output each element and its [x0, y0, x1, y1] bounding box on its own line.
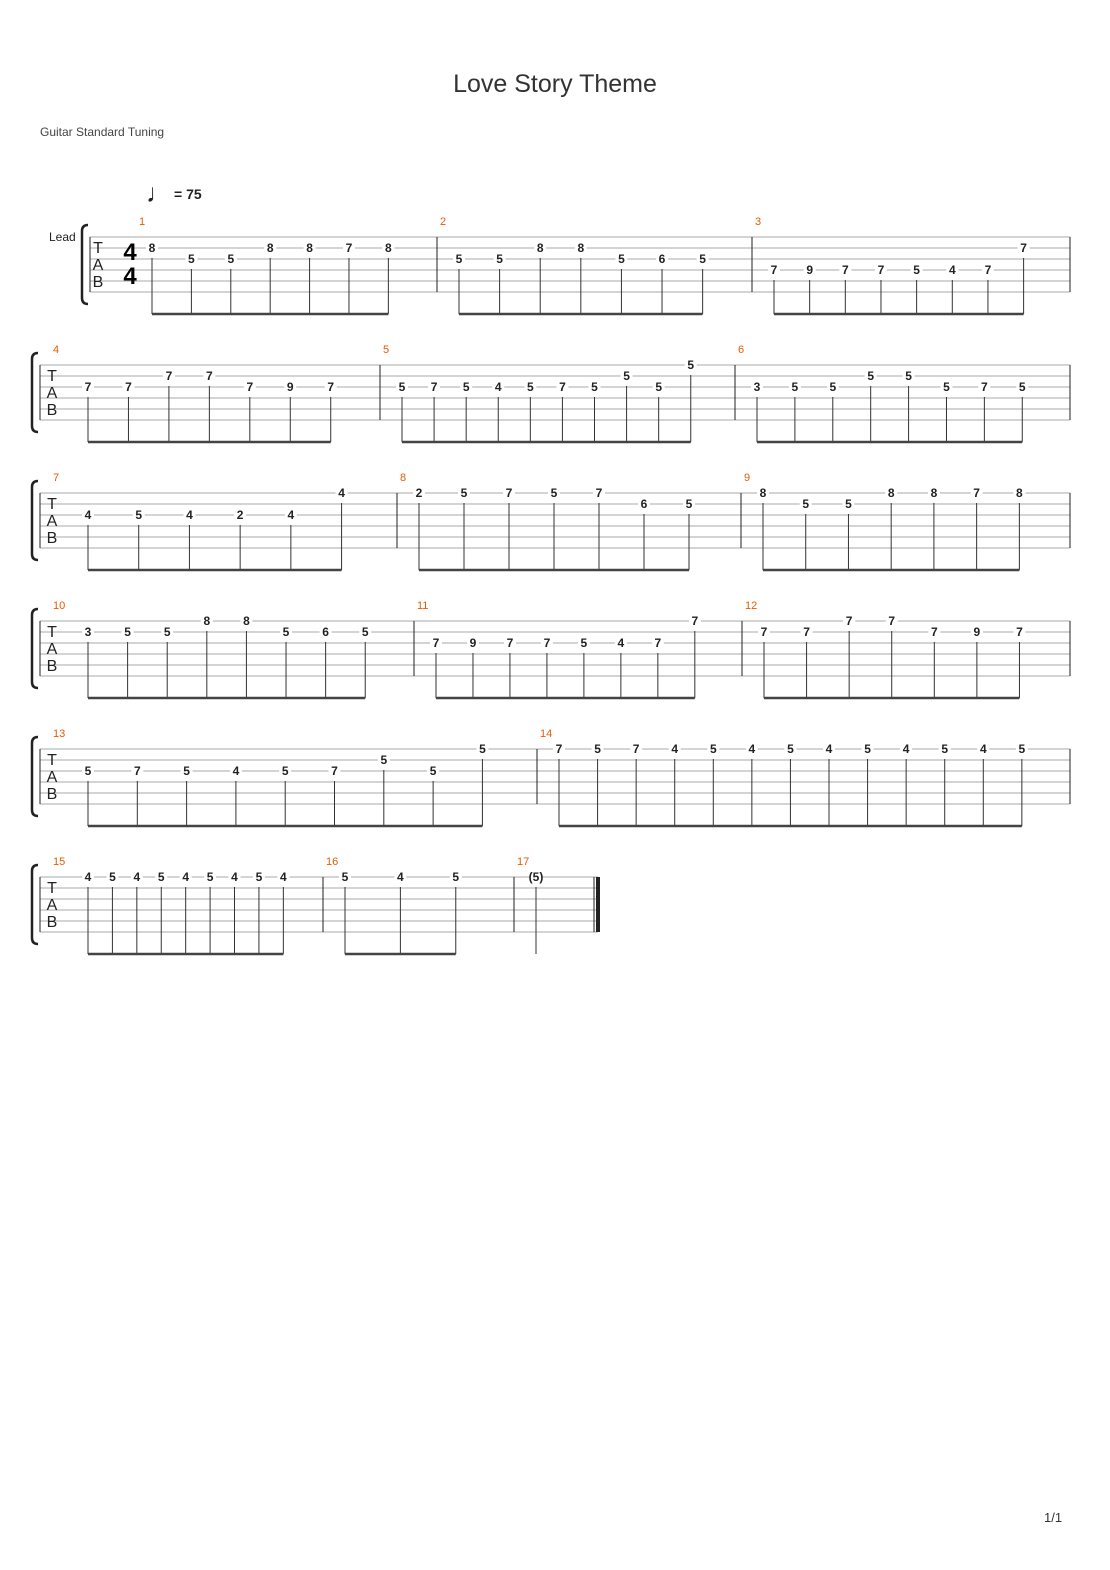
fret-number: 7: [845, 614, 853, 628]
fret-number: 5: [380, 753, 388, 767]
fret-number: 5: [580, 636, 588, 650]
score-title: Love Story Theme: [453, 70, 657, 98]
fret-number: 5: [802, 497, 810, 511]
measure-number: 1: [139, 216, 146, 228]
fret-number: 7: [165, 369, 173, 383]
fret-number: 7: [770, 263, 778, 277]
fret-number: 8: [203, 614, 211, 628]
fret-number: 7: [432, 636, 440, 650]
tempo-value: = 75: [174, 186, 202, 202]
fret-number: 5: [687, 358, 695, 372]
page-number: 1/1: [1044, 1510, 1063, 1525]
fret-number: 7: [543, 636, 551, 650]
fret-number: 7: [506, 636, 514, 650]
fret-number: 8: [385, 241, 392, 255]
fret-number: 4: [902, 742, 910, 756]
fret-number: 5: [460, 486, 468, 500]
fret-number: 5: [623, 369, 630, 383]
fret-number: 8: [930, 486, 938, 500]
fret-number: 6: [658, 252, 666, 266]
fret-number: 5: [655, 380, 663, 394]
measure-number: 10: [53, 600, 66, 612]
fret-number: 5: [124, 625, 131, 639]
system-bracket: [32, 865, 38, 944]
measure-number: 9: [744, 472, 751, 484]
fret-number: 7: [555, 742, 563, 756]
tab-clef-letter: B: [46, 786, 58, 803]
measure-number: 3: [755, 216, 762, 228]
fret-number: 5: [227, 252, 235, 266]
fret-number: 5: [281, 764, 289, 778]
measure-number: 15: [53, 856, 66, 868]
fret-number: 2: [415, 486, 423, 500]
fret-number: 7: [345, 241, 353, 255]
measure-number: 2: [440, 216, 447, 228]
fret-number: 5: [462, 380, 470, 394]
fret-number: 5: [709, 742, 717, 756]
fret-number: 5: [183, 764, 190, 778]
measure-number: 13: [53, 728, 66, 740]
fret-number: 5: [787, 742, 794, 756]
measure-number: 12: [745, 600, 758, 612]
fret-number: 6: [322, 625, 329, 639]
tuning-label: Guitar Standard Tuning: [40, 125, 165, 139]
fret-number: 5: [699, 252, 706, 266]
fret-number: 8: [887, 486, 895, 500]
fret-number: 7: [984, 263, 992, 277]
fret-number: 4: [948, 263, 956, 277]
fret-number: 7: [1016, 625, 1023, 639]
tab-clef-letter: A: [92, 257, 104, 274]
fret-number: 7: [888, 614, 896, 628]
fret-number: 5: [526, 380, 534, 394]
fret-number: 5: [282, 625, 290, 639]
fret-number: 8: [148, 241, 156, 255]
fret-number: 4: [280, 870, 287, 884]
track-name-label: Lead: [49, 230, 76, 244]
fret-number: 5: [429, 764, 437, 778]
fret-number: 4: [825, 742, 833, 756]
fret-number: 7: [1020, 241, 1027, 255]
fret-number: 7: [973, 486, 980, 500]
fret-number: 5: [496, 252, 503, 266]
system-bracket: [32, 481, 38, 560]
system-bracket: [32, 609, 38, 688]
fret-number: 7: [877, 263, 885, 277]
fret-number: 5: [550, 486, 558, 500]
time-signature-denominator: 4: [123, 263, 137, 290]
fret-number: 5: [791, 380, 799, 394]
fret-number: 7: [595, 486, 603, 500]
fret-number: 2: [236, 508, 244, 522]
measure-number: 16: [326, 856, 339, 868]
fret-number: 4: [617, 636, 625, 650]
fret-number: 5: [255, 870, 263, 884]
fret-number: 8: [266, 241, 274, 255]
fret-number: 5: [479, 742, 486, 756]
tab-clef-letter: T: [93, 240, 103, 257]
fret-number: 5: [829, 380, 837, 394]
fret-number: 9: [973, 625, 981, 639]
fret-number: 7: [84, 380, 92, 394]
fret-number: 4: [84, 508, 92, 522]
fret-number: 8: [759, 486, 767, 500]
measure-number: 7: [53, 472, 60, 484]
fret-number: 4: [231, 870, 238, 884]
fret-number: 8: [306, 241, 313, 255]
fret-number: 7: [760, 625, 768, 639]
fret-number: 7: [206, 369, 213, 383]
fret-number: 5: [109, 870, 116, 884]
tab-clef-letter: A: [46, 641, 58, 658]
tab-clef-letter: T: [47, 624, 57, 641]
tab-clef-letter: B: [46, 914, 58, 931]
fret-number: 5: [398, 380, 406, 394]
fret-number: 8: [1016, 486, 1023, 500]
measure-number: 8: [400, 472, 407, 484]
fret-number: 5: [905, 369, 912, 383]
fret-number: 9: [286, 380, 294, 394]
fret-number: 4: [182, 870, 190, 884]
fret-number: 4: [287, 508, 295, 522]
fret-number: 7: [632, 742, 640, 756]
fret-number: 7: [930, 625, 938, 639]
tab-clef-letter: T: [47, 752, 57, 769]
fret-number: 7: [559, 380, 566, 394]
fret-number: 4: [979, 742, 987, 756]
fret-number: 5: [845, 497, 852, 511]
fret-number: 8: [577, 241, 585, 255]
fret-number: 4: [186, 508, 193, 522]
system-bracket: [82, 225, 88, 304]
fret-number: 5: [206, 870, 214, 884]
fret-number: 7: [327, 380, 335, 394]
tab-clef-letter: A: [46, 897, 58, 914]
fret-number: 7: [430, 380, 438, 394]
fret-number: 8: [536, 241, 544, 255]
fret-number: 5: [913, 263, 920, 277]
fret-number: 5: [163, 625, 171, 639]
system-bracket: [32, 353, 38, 432]
fret-number: 5: [591, 380, 598, 394]
measure-number: 11: [417, 600, 429, 612]
quarter-note-icon: ♩: [146, 178, 172, 208]
fret-number: 5: [685, 497, 693, 511]
fret-number: 9: [469, 636, 477, 650]
fret-number: 7: [331, 764, 338, 778]
tab-clef-letter: B: [92, 274, 104, 291]
tab-clef-letter: B: [46, 530, 58, 547]
tab-clef-letter: A: [46, 513, 58, 530]
tab-clef-letter: T: [47, 368, 57, 385]
measure-number: 17: [517, 856, 530, 868]
tab-clef-letter: A: [46, 769, 58, 786]
fret-number: 5: [452, 870, 460, 884]
fret-number: 3: [84, 625, 92, 639]
fret-number: 4: [232, 764, 240, 778]
fret-number: 3: [753, 380, 761, 394]
fret-number: 5: [941, 742, 949, 756]
fret-number: 5: [157, 870, 165, 884]
fret-number: 5: [618, 252, 625, 266]
fret-number: 5: [943, 380, 950, 394]
fret-number: 4: [494, 380, 502, 394]
tab-clef-letter: B: [46, 402, 58, 419]
fret-number: (5): [528, 870, 544, 884]
fret-number: 7: [841, 263, 849, 277]
fret-number: 4: [133, 870, 141, 884]
fret-number: 7: [803, 625, 810, 639]
tab-clef-letter: T: [47, 880, 57, 897]
fret-number: 5: [135, 508, 143, 522]
fret-number: 5: [84, 764, 92, 778]
tab-clef-letter: T: [47, 496, 57, 513]
fret-number: 5: [455, 252, 463, 266]
tab-clef-letter: A: [46, 385, 58, 402]
fret-number: 4: [397, 870, 404, 884]
time-signature-numerator: 4: [123, 239, 137, 266]
measure-number: 5: [383, 344, 390, 356]
fret-number: 7: [691, 614, 699, 628]
fret-number: 5: [864, 742, 871, 756]
fret-number: 7: [505, 486, 513, 500]
fret-number: 5: [594, 742, 601, 756]
tab-clef-letter: B: [46, 658, 58, 675]
fret-number: 7: [133, 764, 141, 778]
fret-number: 4: [338, 486, 345, 500]
fret-number: 5: [1018, 742, 1026, 756]
fret-number: 5: [1018, 380, 1026, 394]
fret-number: 7: [246, 380, 254, 394]
fret-number: 4: [84, 870, 92, 884]
fret-number: 7: [125, 380, 132, 394]
measure-number: 14: [540, 728, 553, 740]
fret-number: 8: [243, 614, 250, 628]
fret-number: 7: [981, 380, 988, 394]
fret-number: 5: [188, 252, 195, 266]
fret-number: 5: [341, 870, 349, 884]
fret-number: 4: [748, 742, 756, 756]
fret-number: 6: [640, 497, 648, 511]
measure-number: 6: [738, 344, 745, 356]
fret-number: 5: [867, 369, 875, 383]
fret-number: 4: [671, 742, 679, 756]
fret-number: 5: [361, 625, 369, 639]
fret-number: 7: [654, 636, 662, 650]
system-bracket: [32, 737, 38, 816]
measure-number: 4: [53, 344, 60, 356]
fret-number: 9: [806, 263, 814, 277]
